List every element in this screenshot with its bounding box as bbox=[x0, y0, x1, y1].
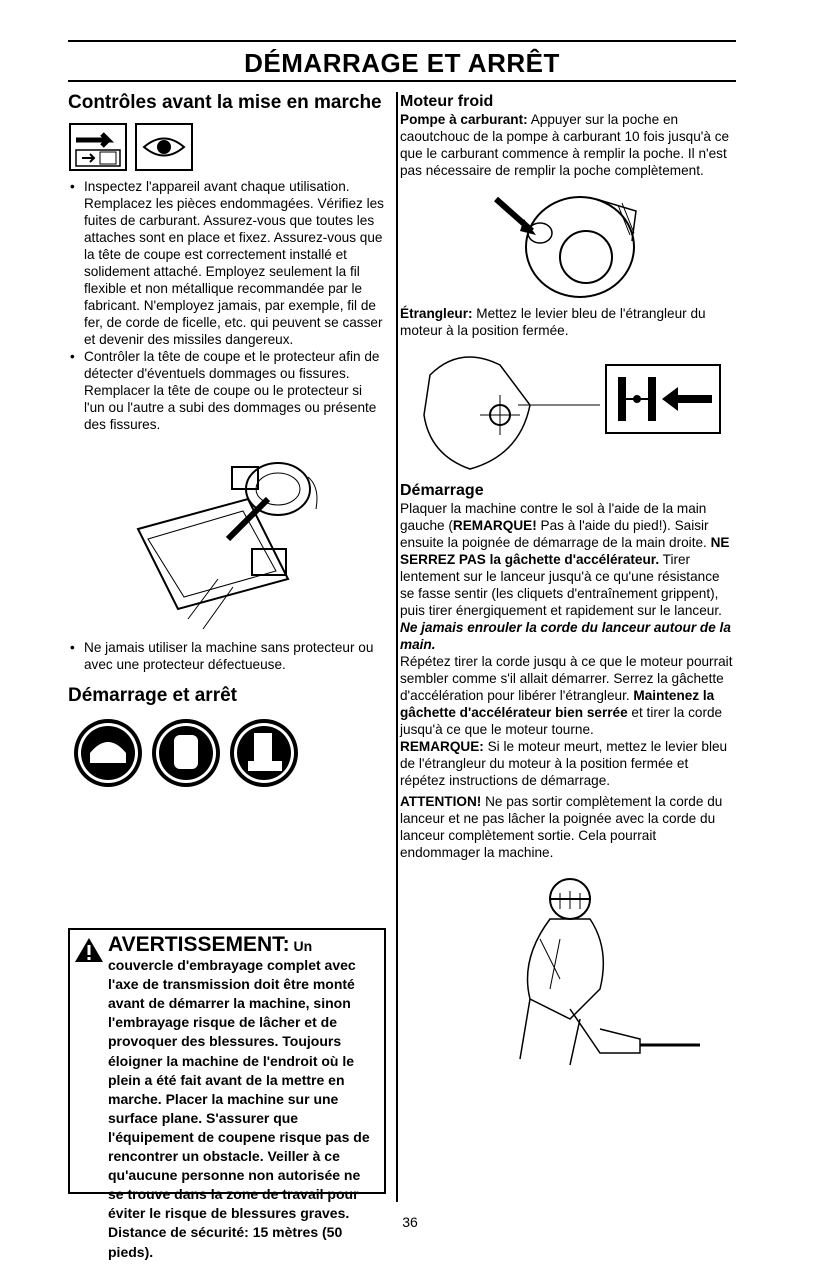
pump-label: Pompe à carburant: bbox=[400, 112, 528, 127]
start-repeat-text: Répétez tirer la corde jusqu à ce que le moteur pourrait sembler comme s'il allait démarrer. Serrez la gâchette d'accélération pour libérer l'étrangleur. bbox=[400, 654, 733, 703]
start-paragraph-3 bbox=[400, 653, 736, 738]
page-number: 36 bbox=[402, 1214, 418, 1230]
choke-text: Mettez le levier bleu de l'étrangleur du moteur à la position fermée. bbox=[400, 306, 706, 338]
page-title: DÉMARRAGE ET ARRÊT bbox=[244, 48, 560, 78]
bullet-inspect: • Inspectez l'appareil avant chaque utilisation. Remplacez les pièces endommagées. Vérifiez les fuites de carburant. Assurez-vous que toutes les attaches sont en place et fixez. Assurez-vous que la tête de coupe est correctement installé et solidement attaché. Employez seulement la fil flexible et non métallique recommandée par le fabricant. N'employez jamais, par exemple, fil de fer, de corde de ficelle, etc. qui peuvent se casser et devenir des missiles dangereux. bbox=[68, 178, 386, 348]
ppe-row bbox=[68, 713, 386, 805]
pump-text: Appuyer sur la poche en caoutchouc de la pompe à carburant 10 fois jusqu'à ce que le carburant commence à remplir la poche. Il n'est pas nécessaire de remplir la poche complètement. bbox=[400, 112, 730, 178]
trimmer-guard-illustration bbox=[68, 439, 386, 639]
primer-figure bbox=[400, 185, 736, 305]
warning-triangle-icon bbox=[74, 936, 104, 964]
column-divider bbox=[396, 92, 398, 1202]
manual-and-eye-icon bbox=[68, 122, 208, 174]
ppe-icons bbox=[68, 713, 308, 801]
attention-label: ATTENTION! bbox=[400, 794, 482, 809]
top-rule bbox=[68, 40, 736, 42]
choke-label: Étrangleur: bbox=[400, 306, 473, 321]
heading-start-stop: Démarrage et arrêt bbox=[68, 685, 237, 706]
start-paragraph-2 bbox=[400, 619, 736, 653]
right-column bbox=[400, 92, 736, 1069]
start-paragraph-4 bbox=[400, 738, 736, 789]
symbol-row bbox=[68, 122, 386, 178]
choke-figure bbox=[400, 345, 736, 477]
warning-box bbox=[68, 928, 386, 1260]
engine-primer-illustration bbox=[400, 185, 736, 305]
start-never-wrap: Ne jamais enrouler la corde du lanceur autour de la main. bbox=[400, 620, 731, 652]
start-do-not-press: NE SERREZ PAS la gâchette d'accélérateur. bbox=[400, 535, 730, 567]
heading-cold-engine: Moteur froid bbox=[400, 93, 494, 110]
start-text-c: Tirer lentement sur le lanceur jusqu'à ce qu'une résistance se fasse sentir (les cliquets d'entraînement grippent), puis tirer énergiquement et rapidement sur le lanceur. bbox=[400, 552, 722, 618]
attention-text: Ne pas sortir complètement la corde du lanceur et ne pas lâcher la poignée avec la corde du lanceur complètement sortie. Cela pourrait endommager la machine. bbox=[400, 794, 723, 860]
start-hold-throttle: Maintenez la gâchette d'accélérateur bien serrée bbox=[400, 688, 715, 720]
bullet-no-guard: • Ne jamais utiliser la machine sans protecteur ou avec une protecteur défectueuse. bbox=[68, 639, 386, 673]
title-rule bbox=[68, 80, 736, 82]
left-column bbox=[68, 92, 386, 805]
pump-paragraph bbox=[400, 111, 736, 179]
start-text-a: Plaquer la machine contre le sol à l'aide de la main gauche ( bbox=[400, 501, 707, 533]
heading-start: Démarrage bbox=[400, 482, 484, 499]
choke-paragraph bbox=[400, 305, 736, 339]
warning-text: Un couvercle d'embrayage complet avec l'axe de transmission doit être monté avant de démarrer la machine, sinon l'embrayage risque de lâcher et de provoquer des blessures. Toujours éloigner la machine de l'endroit où le plein a été fait avant de la mettre en marche. Placer la machine sur une surface plane. S'assurer que l'équipement de coupene risque pas de rencontrer un obstacle. Veiller à ce qu'aucune personne non autorisée ne se trouve dans la zone de travail pour éviter le risque de blessures graves. Distance de sécurité: 15 mètres (50 pieds). bbox=[108, 938, 370, 1260]
warning-heading: AVERTISSEMENT: bbox=[108, 933, 290, 956]
operator-figure bbox=[400, 869, 736, 1069]
remark-label: REMARQUE: bbox=[400, 739, 484, 754]
start-paragraph-1 bbox=[400, 500, 736, 619]
choke-illustration bbox=[400, 345, 736, 477]
heading-checks: Contrôles avant la mise en marche bbox=[68, 92, 382, 113]
start-paragraph-5 bbox=[400, 793, 736, 861]
gloves-icon bbox=[152, 719, 220, 787]
start-remark: REMARQUE! bbox=[452, 518, 537, 533]
start-text-b: Pas à l'aide du pied!). Saisir ensuite la poignée de démarrage de la main droite. bbox=[400, 518, 711, 550]
operator-starting-illustration bbox=[400, 869, 736, 1069]
helmet-goggles-icon bbox=[74, 719, 142, 787]
bullet-check-head: • Contrôler la tête de coupe et le protecteur afin de détecter d'éventuels dommages ou fissures. Remplacer la tête de coupe ou le protecteur si l'un ou l'autre a subi des dommages ou présente des fissures. bbox=[68, 348, 386, 433]
boots-icon bbox=[230, 719, 298, 787]
remark-text: Si le moteur meurt, mettez le levier bleu de l'étrangleur du moteur à la position fermée et répétez instructions de démarrage. bbox=[400, 739, 728, 788]
trimmer-head-figure bbox=[68, 439, 386, 639]
start-repeat-tail: et tirer la corde jusqu'à ce que le moteur tourne. bbox=[400, 705, 723, 737]
